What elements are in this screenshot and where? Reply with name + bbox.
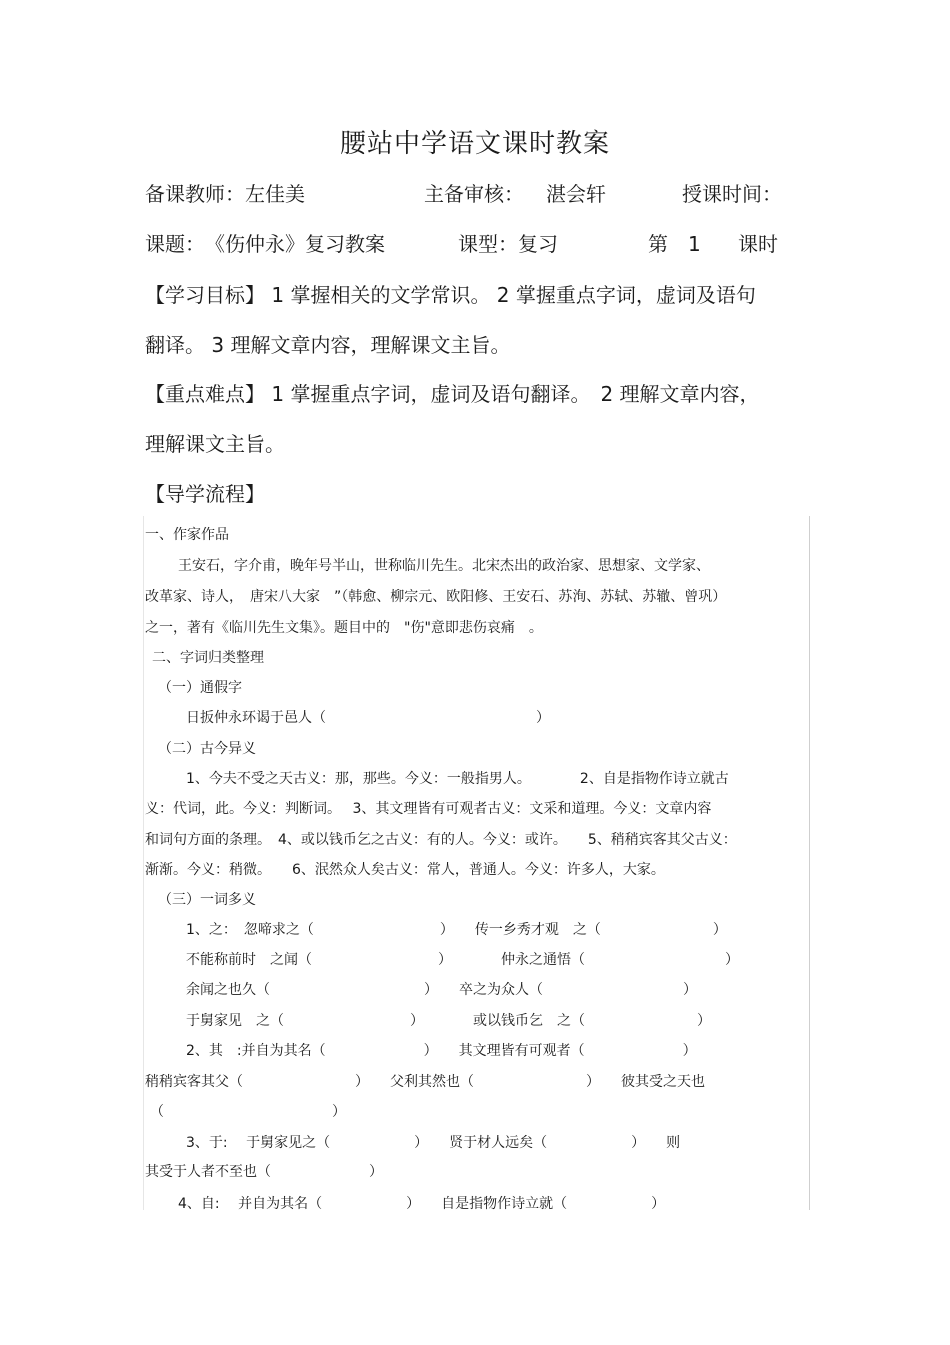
duoyi-zhi-line-2: 不能称前时 之闻（ ） 仲永之通悟（ ） — [186, 952, 739, 968]
tongjia-item: 日扳仲永环谒于邑人（ ） — [186, 710, 550, 726]
duoyi-yu-line-2: 其受于人者不至也（ ） — [145, 1164, 383, 1180]
duoyi-qi-line-1: 2、其 :并自为其名（ ） 其文理皆有可观者（ ） — [186, 1043, 697, 1059]
subsection-gujin: （二）古今异义 — [158, 741, 256, 757]
duoyi-zhi-line-4: 于舅家见 之（ ） 或以钱币乞 之（ ） — [186, 1013, 711, 1029]
lesson-type: 课型：复习 — [458, 232, 558, 256]
duoyi-qi-line-2: 稍稍宾客其父（ ） 父利其然也（ ） 彼其受之天也 — [145, 1074, 705, 1090]
teacher-label: 备课教师：左佳美 — [145, 182, 305, 206]
reviewer-label: 主备审核： — [424, 182, 524, 206]
gujin-line-1: 1、今夫不受之天古义：那，那些。今义：一般指男人。 2、自是指物作诗立就古 — [186, 771, 729, 787]
flow-heading: 【导学流程】 — [145, 482, 265, 506]
subsection-duoyi: （三）一词多义 — [158, 892, 256, 908]
lesson-period-unit: 课时 — [738, 232, 778, 256]
goals-line-1: 【学习目标】 1 掌握相关的文学常识。 2 掌握重点字词，虚词及语句 — [145, 283, 756, 307]
gujin-line-4: 渐渐。今义：稍微。 6、泯然众人矣古义：常人，普通人。今义：许多人，大家。 — [145, 862, 665, 878]
gujin-line-3: 和词句方面的条理。 4、或以钱币乞之古义：有的人。今义：或许。 5、稍稍宾客其父古义： — [145, 832, 737, 848]
gujin-line-2: 义：代词，此。今义：判断词。 3、其文理皆有可观者古义：文采和道理。今义：文章内容 — [145, 801, 712, 817]
duoyi-zhi-line-1: 1、之： 忽啼求之（ ） 传一乡秀才观 之（ ） — [186, 922, 727, 938]
duoyi-qi-line-3: （ ） — [150, 1104, 346, 1120]
author-text-1: 王安石，字介甫，晚年号半山，世称临川先生。北宋杰出的政治家、思想家、文学家、 — [178, 558, 710, 574]
reviewer-name: 湛会轩 — [546, 182, 606, 206]
author-text-3: 之一，著有《临川先生文集》。题目中的 "伤"意即悲伤哀痛 。 — [145, 620, 543, 636]
lesson-period-number: 第 1 — [648, 232, 701, 256]
time-label: 授课时间： — [682, 182, 782, 206]
goals-line-2: 翻译。 3 理解文章内容，理解课文主旨。 — [145, 333, 511, 357]
difficulties-line-1: 【重点难点】 1 掌握重点字词，虚词及语句翻译。 2 理解文章内容， — [145, 382, 760, 406]
page-title: 腰站中学语文课时教案 — [339, 129, 610, 159]
section-author: 一、作家作品 — [145, 527, 229, 543]
duoyi-yu-line-1: 3、于: 于舅家见之（ ） 贤于材人远矣（ ） 则 — [186, 1135, 681, 1151]
duoyi-zi-line-1: 4、自: 并自为其名（ ） 自是指物作诗立就（ ） — [178, 1196, 666, 1212]
author-text-2: 改革家、诗人， 唐宋八大家 ”（韩愈、柳宗元、欧阳修、王安石、苏洵、苏轼、苏辙、曾巩） — [145, 589, 727, 605]
subsection-tongjia: （一）通假字 — [158, 680, 242, 696]
difficulties-line-2: 理解课文主旨。 — [145, 432, 285, 456]
duoyi-zhi-line-3: 余闻之也久（ ） 卒之为众人（ ） — [186, 982, 697, 998]
lesson-topic: 课题： 《伤仲永》复习教案 — [145, 232, 385, 256]
section-vocab: 二、字词归类整理 — [152, 650, 264, 666]
